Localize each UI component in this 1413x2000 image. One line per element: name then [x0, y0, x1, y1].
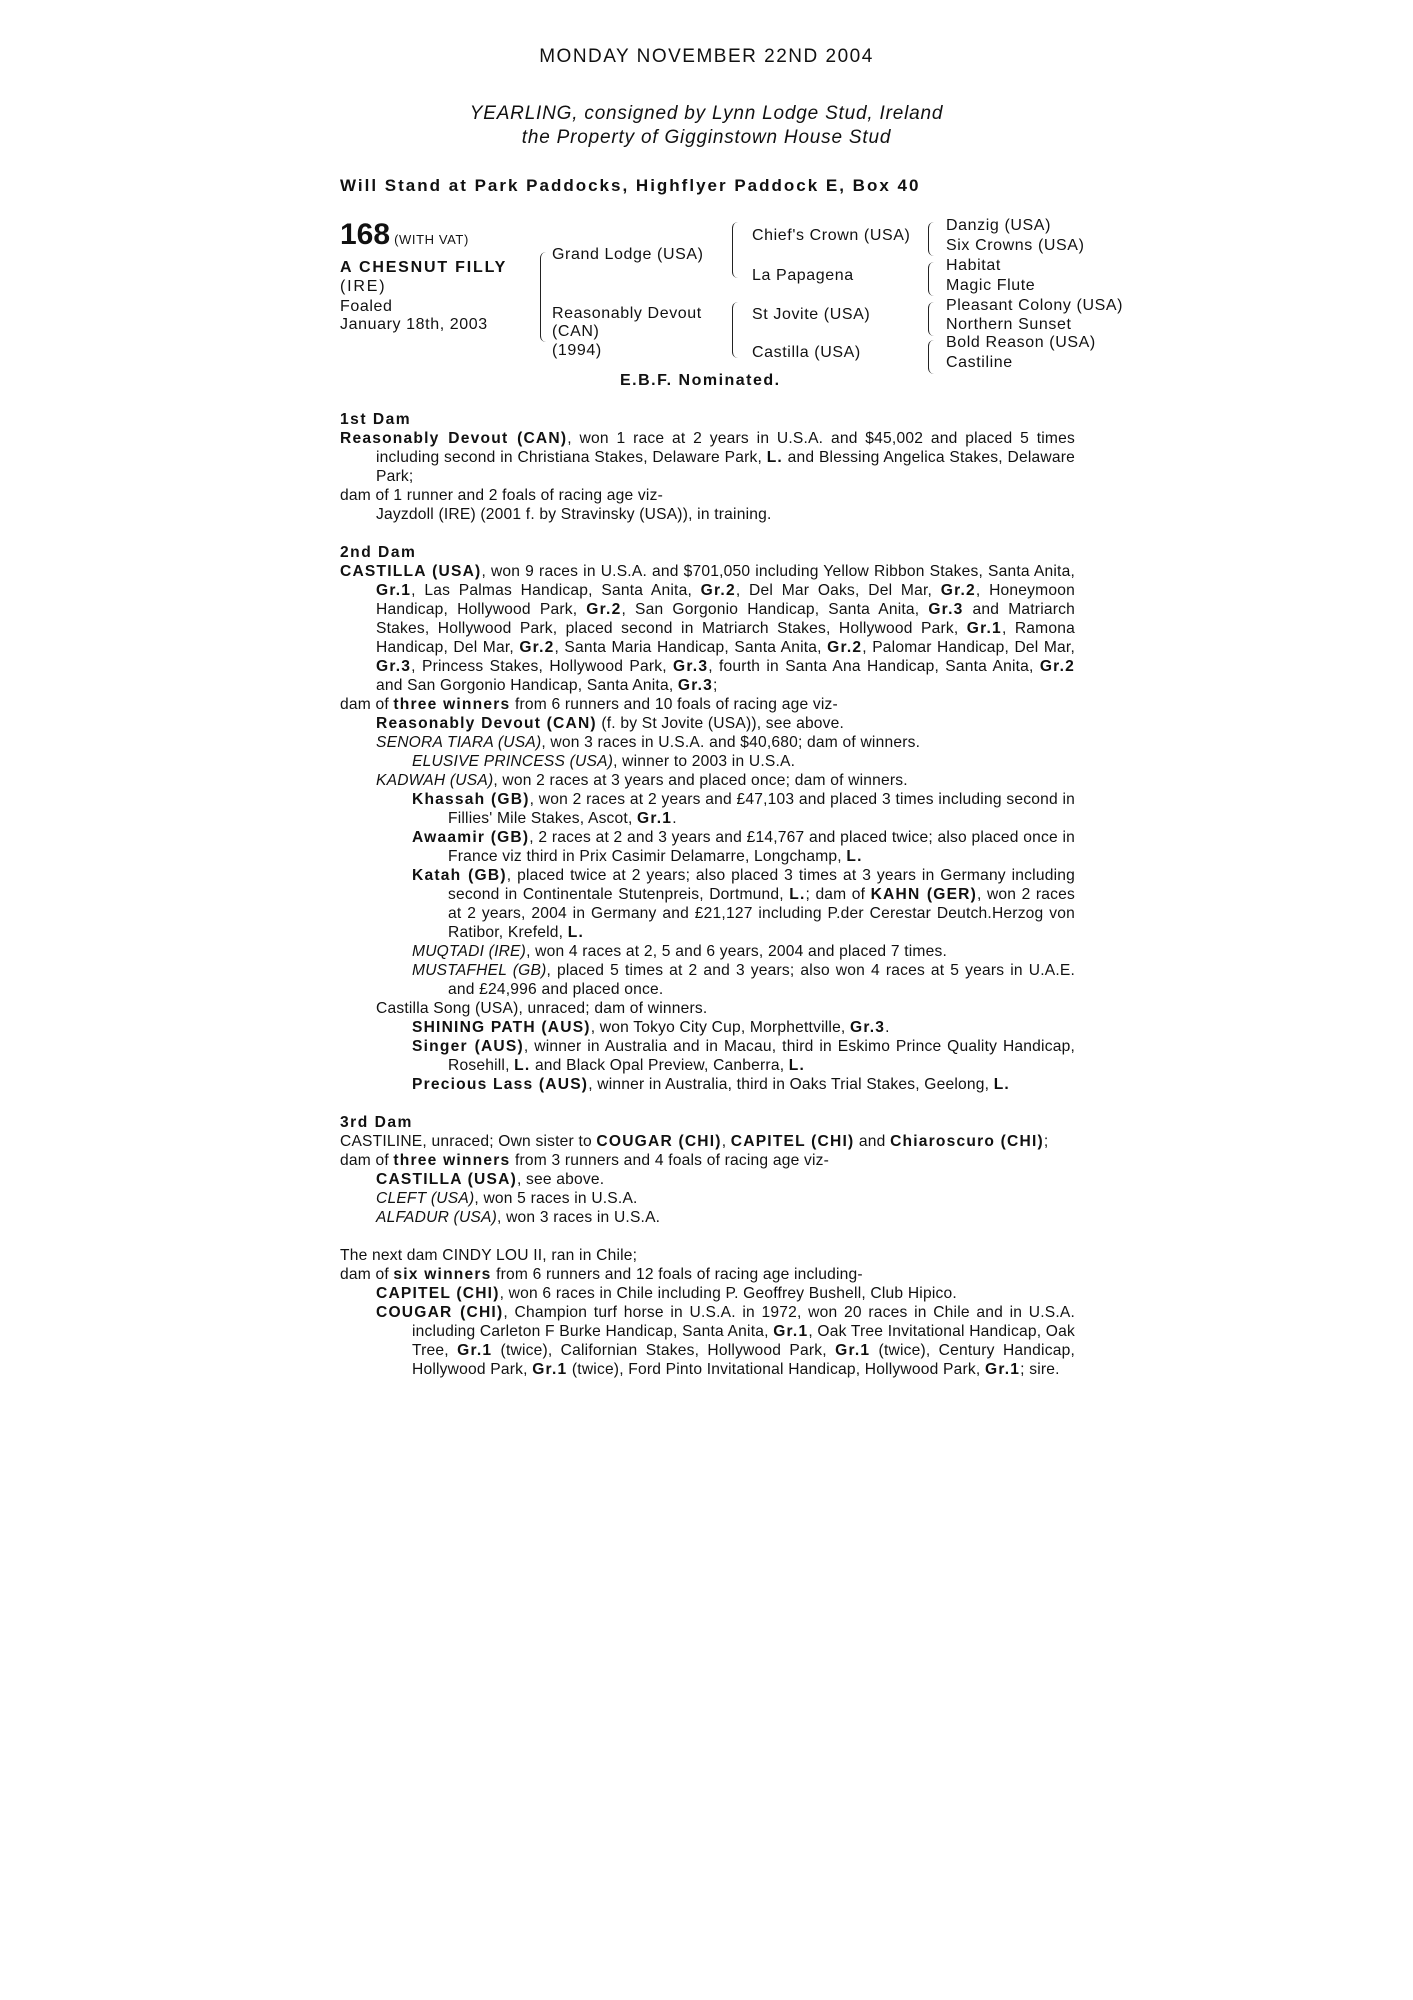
third-dam-record: CASTILINE, unraced; Own sister to COUGAR (CHI), CAPITEL (CHI) and Chiaroscuro (CHI); — [340, 1133, 1049, 1150]
consignor-line: YEARLING, consigned by Lynn Lodge Stud, Ireland — [469, 103, 944, 124]
next-dam-record: The next dam CINDY LOU II, ran in Chile; — [340, 1247, 638, 1264]
sale-date: MONDAY NOVEMBER 22ND 2004 — [539, 46, 874, 67]
produce-item: Singer (AUS), winner in Australia and in Macau, third in Eskimo Prince Quality Handicap, Rosehill, L. and Black Opal Preview, Canberra, L. — [412, 1038, 1075, 1074]
produce-item: SHINING PATH (AUS), won Tokyo City Cup, Morphettville, Gr.3. — [412, 1019, 890, 1036]
second-dam-record: CASTILLA (USA), won 9 races in U.S.A. and $701,050 including Yellow Ribbon Stakes, Santa Anita, Gr.1, Las Palmas Handicap, Santa Anita, Gr.2, Del Mar Oaks, Del Mar, Gr.2, Honeymoon Handicap, Hollywood Park, Gr.2, San Gorgonio Handicap, Santa Anita, Gr.3 and Matriarch Stakes, Hollywood Park, placed second in Matriarch Stakes, Hollywood Park, Gr.1, Ramona Handicap, Del Mar, Gr.2, Santa Maria Handicap, Santa Anita, Gr.2, Palomar Handicap, Del Mar, Gr.3, Princess Stakes, Hollywood Park, Gr.3, fourth in Santa Ana Handicap, Santa Anita, Gr.2 and San Gorgonio Handicap, Santa Anita, Gr.3; — [340, 563, 1075, 694]
pedigree-gg-7: Bold Reason (USA) — [946, 334, 1096, 351]
produce-item: CASTILLA (USA), see above. — [376, 1171, 605, 1188]
pedigree-brace-dam — [732, 302, 740, 358]
pedigree-dam-dam: Castilla (USA) — [752, 344, 861, 361]
pedigree-sire-sire: Chief's Crown (USA) — [752, 227, 911, 244]
pedigree-dam-sire: St Jovite (USA) — [752, 306, 871, 323]
pedigree-gg-6: Northern Sunset — [946, 316, 1072, 333]
catalogue-body — [340, 410, 1075, 1379]
foaled-label: Foaled — [340, 298, 393, 315]
produce-item: KADWAH (USA), won 2 races at 3 years and placed once; dam of winners. — [376, 772, 908, 789]
produce-item: Jayzdoll (IRE) (2001 f. by Stravinsky (USA)), in training. — [376, 506, 772, 523]
foaled-date: January 18th, 2003 — [340, 316, 488, 333]
lot-number-block — [340, 218, 469, 252]
pedigree-brace-ds — [928, 302, 935, 336]
pedigree-brace-ss — [928, 222, 935, 256]
produce-item: MUQTADI (IRE), won 4 races at 2, 5 and 6 years, 2004 and placed 7 times. — [412, 943, 948, 960]
lot-origin: (IRE) — [340, 278, 387, 295]
produce-item: MUSTAFHEL (GB), placed 5 times at 2 and 3 years; also won 4 races at 5 years in U.A.E. and £24,996 and placed once. — [412, 962, 1075, 998]
produce-item: CLEFT (USA), won 5 races in U.S.A. — [376, 1190, 638, 1207]
stand-location: Will Stand at Park Paddocks, Highflyer Paddock E, Box 40 — [340, 176, 921, 195]
produce-item: COUGAR (CHI), Champion turf horse in U.S.A. in 1972, won 20 races in Chile and in U.S.A. including Carleton F Burke Handicap, Santa Anita, Gr.1, Oak Tree Invitational Handicap, Oak Tree, Gr.1 (twice), Californian Stakes, Hollywood Park, Gr.1 (twice), Century Handicap, Hollywood Park, Gr.1 (twice), Ford Pinto Invitational Handicap, Hollywood Park, Gr.1; sire. — [376, 1304, 1075, 1378]
pedigree-gg-8: Castiline — [946, 354, 1013, 371]
property-line: the Property of Gigginstown House Stud — [521, 127, 892, 148]
vat-note: (WITH VAT) — [394, 232, 469, 247]
pedigree-sire-dam: La Papagena — [752, 267, 854, 284]
produce-item: CAPITEL (CHI), won 6 races in Chile including P. Geoffrey Bushell, Club Hipico. — [376, 1285, 957, 1302]
produce-item: ALFADUR (USA), won 3 races in U.S.A. — [376, 1209, 661, 1226]
produce-item: Precious Lass (AUS), winner in Australia, third in Oaks Trial Stakes, Geelong, L. — [412, 1076, 1010, 1093]
produce-item: SENORA TIARA (USA), won 3 races in U.S.A. and $40,680; dam of winners. — [376, 734, 921, 751]
pedigree-dam: Reasonably Devout — [552, 305, 702, 322]
lot-number: 168 — [340, 218, 391, 251]
first-dam-produce: dam of 1 runner and 2 foals of racing age viz- — [340, 487, 663, 504]
first-dam-record: Reasonably Devout (CAN), won 1 race at 2 years in U.S.A. and $45,002 and placed 5 times including second in Christiana Stakes, Delaware Park, L. and Blessing Angelica Stakes, Delaware Park; — [340, 430, 1075, 485]
lot-description: A CHESNUT FILLY — [340, 259, 508, 276]
third-dam-heading: 3rd Dam — [340, 1114, 413, 1131]
second-dam-heading: 2nd Dam — [340, 544, 417, 561]
pedigree-brace-sd — [928, 262, 935, 296]
pedigree-gg-5: Pleasant Colony (USA) — [946, 297, 1124, 314]
pedigree-dam-country: (CAN) — [552, 323, 600, 340]
pedigree-brace-sire — [732, 222, 740, 278]
pedigree-gg-4: Magic Flute — [946, 277, 1036, 294]
pedigree-sire: Grand Lodge (USA) — [552, 246, 704, 263]
produce-item: Awaamir (GB), 2 races at 2 and 3 years and £14,767 and placed twice; also placed once in France viz third in Prix Casimir Delamarre, Longchamp, L. — [412, 829, 1075, 865]
third-dam-produce: dam of three winners from 3 runners and 4 foals of racing age viz- — [340, 1152, 830, 1169]
produce-item: Reasonably Devout (CAN) (f. by St Jovite (USA)), see above. — [376, 715, 845, 732]
pedigree-dam-year: (1994) — [552, 342, 602, 359]
pedigree-brace-dd — [928, 340, 935, 374]
pedigree-gg-2: Six Crowns (USA) — [946, 237, 1085, 254]
produce-item: Khassah (GB), won 2 races at 2 years and £47,103 and placed 3 times including second in Fillies' Mile Stakes, Ascot, Gr.1. — [412, 791, 1076, 827]
ebf-nomination: E.B.F. Nominated. — [620, 372, 781, 389]
produce-item: Katah (GB), placed twice at 2 years; also placed 3 times at 3 years in Germany including second in Continentale Stutenpreis, Dortmund, L.; dam of KAHN (GER), won 2 races at 2 years, 2004 in Germany and £21,127 including P.der Cerestar Deutch.Herzog von Ratibor, Krefeld, L. — [412, 867, 1075, 941]
pedigree-gg-3: Habitat — [946, 257, 1001, 274]
first-dam-heading: 1st Dam — [340, 411, 412, 428]
second-dam-produce: dam of three winners from 6 runners and 10 foals of racing age viz- — [340, 696, 838, 713]
produce-item: Castilla Song (USA), unraced; dam of winners. — [376, 1000, 708, 1017]
pedigree-gg-1: Danzig (USA) — [946, 217, 1052, 234]
pedigree-brace-main — [540, 252, 549, 342]
next-dam-produce: dam of six winners from 6 runners and 12 foals of racing age including- — [340, 1266, 863, 1283]
produce-item: ELUSIVE PRINCESS (USA), winner to 2003 in U.S.A. — [412, 753, 796, 770]
